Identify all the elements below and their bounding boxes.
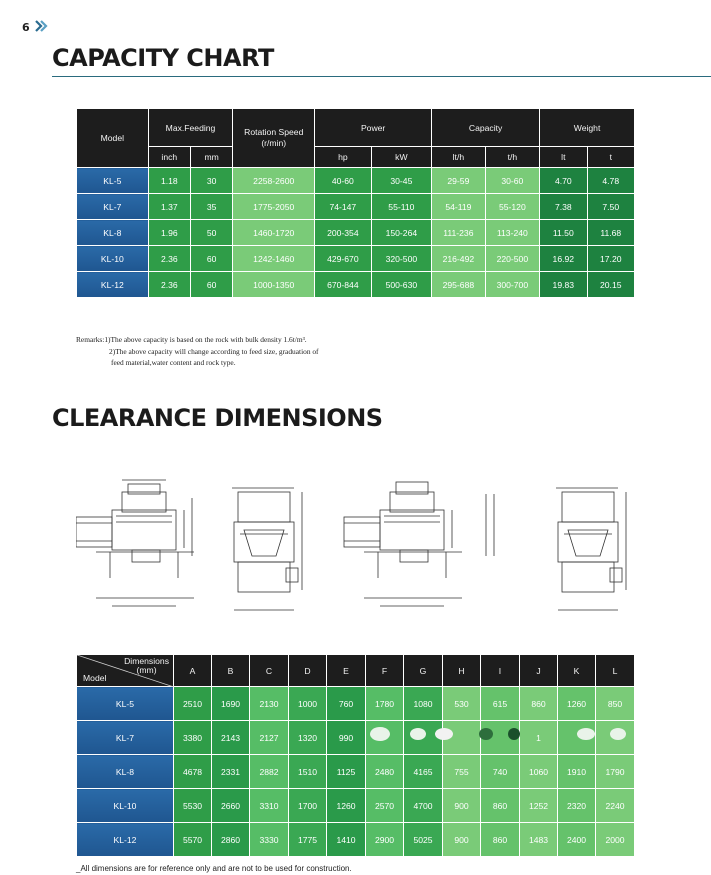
table-cell: 295-688 bbox=[432, 272, 485, 298]
model-cell: KL-7 bbox=[77, 721, 174, 755]
table-row bbox=[77, 755, 635, 789]
front-view-drawing-2 bbox=[556, 488, 626, 610]
header-power: Power bbox=[315, 109, 432, 147]
header-lth: lt/h bbox=[432, 147, 485, 168]
header-max-feeding: Max.Feeding bbox=[148, 109, 233, 147]
table-cell: 5025 bbox=[404, 823, 443, 857]
table-cell: 850 bbox=[596, 687, 635, 721]
model-cell: KL-12 bbox=[77, 823, 174, 857]
table-cell: 2660 bbox=[212, 789, 250, 823]
table-cell: 17.20 bbox=[587, 246, 634, 272]
table-cell: 1.18 bbox=[148, 168, 190, 194]
table-cell: 900 bbox=[443, 823, 481, 857]
title-divider bbox=[52, 76, 711, 77]
table-cell: 3330 bbox=[250, 823, 289, 857]
table-row bbox=[77, 823, 635, 857]
table-cell: 1.37 bbox=[148, 194, 190, 220]
table-cell: 615 bbox=[481, 687, 520, 721]
table-cell: 1510 bbox=[289, 755, 327, 789]
table-row bbox=[77, 687, 635, 721]
table-row bbox=[77, 272, 635, 298]
table-cell: 2480 bbox=[366, 755, 404, 789]
table-cell: 530 bbox=[443, 687, 481, 721]
table-cell: 1460-1720 bbox=[233, 220, 315, 246]
header-weight: Weight bbox=[540, 109, 635, 147]
table-cell: 300-700 bbox=[485, 272, 539, 298]
table-cell: 111-236 bbox=[432, 220, 485, 246]
table-cell: 4700 bbox=[404, 789, 443, 823]
table-cell: 320-500 bbox=[371, 246, 432, 272]
table-cell: 429-670 bbox=[315, 246, 372, 272]
table-cell: 1260 bbox=[327, 789, 366, 823]
header-kw: kW bbox=[371, 147, 432, 168]
table-cell: 1775-2050 bbox=[233, 194, 315, 220]
table-cell: 990 bbox=[327, 721, 366, 755]
table-cell: 30-45 bbox=[371, 168, 432, 194]
table-row bbox=[77, 220, 635, 246]
table-cell: 2400 bbox=[558, 823, 596, 857]
header-col-a: A bbox=[174, 655, 212, 687]
table-cell: 1252 bbox=[520, 789, 558, 823]
table-row bbox=[77, 194, 635, 220]
header-col-d: D bbox=[289, 655, 327, 687]
table-cell: 2570 bbox=[366, 789, 404, 823]
table-row bbox=[77, 246, 635, 272]
table-cell: 2900 bbox=[366, 823, 404, 857]
table-cell: 1910 bbox=[558, 755, 596, 789]
capacity-table bbox=[76, 108, 635, 298]
remarks bbox=[76, 334, 319, 369]
header-col-c: C bbox=[250, 655, 289, 687]
header-col-e: E bbox=[327, 655, 366, 687]
table-cell: 2130 bbox=[250, 687, 289, 721]
header-col-b: B bbox=[212, 655, 250, 687]
table-cell: 11.50 bbox=[540, 220, 587, 246]
capacity-chart-title: CAPACITY CHART bbox=[52, 44, 274, 72]
model-cell: KL-8 bbox=[77, 220, 149, 246]
table-row bbox=[77, 168, 635, 194]
table-cell: 2331 bbox=[212, 755, 250, 789]
table-cell: 900 bbox=[443, 789, 481, 823]
table-cell: 7.50 bbox=[587, 194, 634, 220]
table-cell: 216-492 bbox=[432, 246, 485, 272]
table-cell: 55-110 bbox=[371, 194, 432, 220]
clearance-drawings bbox=[76, 470, 636, 630]
table-cell: 60 bbox=[191, 246, 233, 272]
header-col-f: F bbox=[366, 655, 404, 687]
table-cell: 50 bbox=[191, 220, 233, 246]
table-cell: 1242-1460 bbox=[233, 246, 315, 272]
table-cell: 1700 bbox=[289, 789, 327, 823]
table-cell: 1780 bbox=[366, 687, 404, 721]
table-cell: 3380 bbox=[174, 721, 212, 755]
image-artifact bbox=[368, 726, 628, 742]
table-cell: 2882 bbox=[250, 755, 289, 789]
table-cell: 11.68 bbox=[587, 220, 634, 246]
table-cell: 500-630 bbox=[371, 272, 432, 298]
table-cell: 2258-2600 bbox=[233, 168, 315, 194]
header-lt: lt bbox=[540, 147, 587, 168]
table-cell: 1000 bbox=[289, 687, 327, 721]
header-th: t/h bbox=[485, 147, 539, 168]
table-cell: 2510 bbox=[174, 687, 212, 721]
table-cell: 60 bbox=[191, 272, 233, 298]
table-cell: 35 bbox=[191, 194, 233, 220]
model-cell: KL-12 bbox=[77, 272, 149, 298]
table-cell: 1410 bbox=[327, 823, 366, 857]
table-cell: 2240 bbox=[596, 789, 635, 823]
table-cell: 20.15 bbox=[587, 272, 634, 298]
table-cell: 1060 bbox=[520, 755, 558, 789]
table-cell: 860 bbox=[520, 687, 558, 721]
header-model: Model bbox=[77, 109, 149, 168]
table-cell: 1000-1350 bbox=[233, 272, 315, 298]
header-dimensions bbox=[124, 657, 169, 675]
table-cell: 3310 bbox=[250, 789, 289, 823]
table-cell: 1260 bbox=[558, 687, 596, 721]
table-cell: 4678 bbox=[174, 755, 212, 789]
header-col-h: H bbox=[443, 655, 481, 687]
header-col-g: G bbox=[404, 655, 443, 687]
front-view-drawing-1 bbox=[232, 488, 302, 610]
table-cell: 2143 bbox=[212, 721, 250, 755]
header-col-l: L bbox=[596, 655, 635, 687]
table-cell: 4.70 bbox=[540, 168, 587, 194]
side-view-drawing-2 bbox=[344, 482, 494, 606]
header-dimensions-model bbox=[77, 655, 174, 687]
table-cell: 74-147 bbox=[315, 194, 372, 220]
header-rotation-speed: Rotation Speed (r/min) bbox=[233, 109, 315, 168]
table-cell: 5530 bbox=[174, 789, 212, 823]
table-cell: 4165 bbox=[404, 755, 443, 789]
model-cell: KL-10 bbox=[77, 789, 174, 823]
table-cell: 30 bbox=[191, 168, 233, 194]
table-cell: 860 bbox=[481, 823, 520, 857]
remarks-line-1: Remarks:1)The above capacity is based on the rock with bulk density 1.6t/m³. bbox=[76, 335, 307, 344]
table-cell: 1 bbox=[520, 721, 558, 755]
footnote: _All dimensions are for reference only and are not to be used for construction. bbox=[76, 864, 352, 873]
table-cell: 2127 bbox=[250, 721, 289, 755]
header-inch: inch bbox=[148, 147, 190, 168]
table-cell: 2860 bbox=[212, 823, 250, 857]
page-number: 6 bbox=[22, 21, 30, 34]
table-cell: 2.36 bbox=[148, 246, 190, 272]
clearance-dimensions-table bbox=[76, 654, 635, 857]
table-cell: 2000 bbox=[596, 823, 635, 857]
header-col-j: J bbox=[520, 655, 558, 687]
model-cell: KL-5 bbox=[77, 168, 149, 194]
table-cell: 1.96 bbox=[148, 220, 190, 246]
model-cell: KL-8 bbox=[77, 755, 174, 789]
table-cell: 670-844 bbox=[315, 272, 372, 298]
header-mm: mm bbox=[191, 147, 233, 168]
chevron-right-icon bbox=[34, 19, 48, 33]
table-cell: 7.38 bbox=[540, 194, 587, 220]
table-cell: 2320 bbox=[558, 789, 596, 823]
table-cell: 1790 bbox=[596, 755, 635, 789]
table-cell: 30-60 bbox=[485, 168, 539, 194]
model-cell: KL-5 bbox=[77, 687, 174, 721]
table-cell: 200-354 bbox=[315, 220, 372, 246]
header-hp: hp bbox=[315, 147, 372, 168]
table-cell: 16.92 bbox=[540, 246, 587, 272]
model-cell: KL-10 bbox=[77, 246, 149, 272]
header-capacity: Capacity bbox=[432, 109, 540, 147]
header-col-i: I bbox=[481, 655, 520, 687]
table-cell: 755 bbox=[443, 755, 481, 789]
remarks-line-3: feed material,water content and rock type. bbox=[111, 358, 236, 367]
table-cell: 1080 bbox=[404, 687, 443, 721]
table-cell: 220-500 bbox=[485, 246, 539, 272]
table-cell: 760 bbox=[327, 687, 366, 721]
table-cell: 860 bbox=[481, 789, 520, 823]
header-t: t bbox=[587, 147, 634, 168]
header-model: Model bbox=[83, 673, 107, 683]
header-col-k: K bbox=[558, 655, 596, 687]
table-cell: 55-120 bbox=[485, 194, 539, 220]
table-cell: 54-119 bbox=[432, 194, 485, 220]
header-dimensions-text: Dimensions bbox=[124, 656, 169, 666]
header-unit: (mm) bbox=[136, 665, 157, 675]
remarks-line-2: 2)The above capacity will change according to feed size, graduation of bbox=[109, 346, 319, 356]
table-cell: 1125 bbox=[327, 755, 366, 789]
table-cell: 1690 bbox=[212, 687, 250, 721]
table-cell: 5570 bbox=[174, 823, 212, 857]
side-view-drawing-1 bbox=[76, 480, 194, 606]
table-cell: 113-240 bbox=[485, 220, 539, 246]
model-cell: KL-7 bbox=[77, 194, 149, 220]
table-cell: 740 bbox=[481, 755, 520, 789]
table-cell: 40-60 bbox=[315, 168, 372, 194]
table-cell: 19.83 bbox=[540, 272, 587, 298]
table-cell: 1775 bbox=[289, 823, 327, 857]
table-row bbox=[77, 789, 635, 823]
clearance-dimensions-title: CLEARANCE DIMENSIONS bbox=[52, 404, 383, 432]
table-cell: 1320 bbox=[289, 721, 327, 755]
table-cell: 150-264 bbox=[371, 220, 432, 246]
table-cell: 4.78 bbox=[587, 168, 634, 194]
table-cell: 2.36 bbox=[148, 272, 190, 298]
table-cell: 1483 bbox=[520, 823, 558, 857]
table-cell: 29-59 bbox=[432, 168, 485, 194]
